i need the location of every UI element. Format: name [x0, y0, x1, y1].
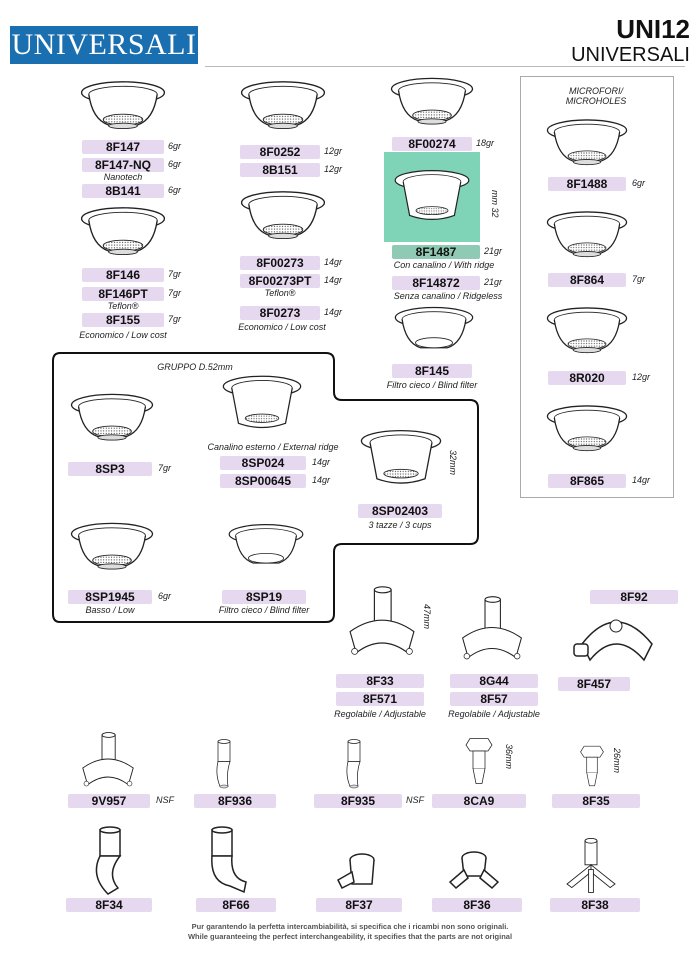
item-note: Con canalino / With ridge [393, 260, 495, 270]
basket-8f146-image [78, 204, 168, 262]
microholes-title-line2: MICROHOLES [565, 96, 627, 106]
item-weight: 14gr [324, 257, 343, 267]
basket-8sp19-image [226, 518, 306, 576]
disclaimer-english: While guaranteeing the perfect interchangeability, it specifies that the parts are not original [187, 932, 513, 941]
catalog-code: UNI12 [616, 14, 690, 44]
item-code: 8F0273 [240, 306, 320, 320]
item-code: 8B141 [82, 184, 164, 198]
item-code: 8SP00645 [220, 474, 306, 488]
spout-8f66-image [200, 826, 256, 896]
spout-8f33-image [344, 584, 420, 664]
basket-8f1487-image [392, 158, 472, 236]
item-weight: 14gr [632, 475, 651, 485]
item-weight: 14gr [324, 307, 343, 317]
item-code: 8F147 [82, 140, 164, 154]
item-code: 8F14872 [392, 276, 480, 290]
item-code: 8F145 [392, 364, 472, 378]
basket-8f145-image [392, 304, 476, 358]
item-weight: 6gr [168, 141, 182, 151]
item-code: 8F38 [550, 898, 640, 912]
item-code: 8SP1945 [68, 590, 152, 604]
item-note: Teflon® [264, 288, 296, 298]
item-weight: 21gr [484, 277, 503, 287]
catalog-subtitle: UNIVERSALI [571, 44, 690, 66]
item-code: 8R020 [548, 371, 626, 385]
item-weight: 12gr [324, 146, 343, 156]
item-weight: 18gr [476, 138, 495, 148]
item-code: 8F1488 [548, 177, 626, 191]
item-code: 8F457 [558, 677, 630, 691]
spout-8ca9-image [454, 732, 504, 790]
item-code: 8B151 [240, 163, 320, 177]
item-code: 9V957 [68, 794, 150, 808]
item-code: 8F57 [450, 692, 538, 706]
item-code: 8F1487 [392, 245, 480, 259]
item-code: 8SP3 [68, 462, 152, 476]
item-code: 8F147-NQ [82, 158, 164, 172]
dimension-label: 26mm [612, 748, 622, 774]
item-code: 8F00274 [392, 137, 472, 151]
microholes-title-line1: MICROFORI/ [569, 86, 623, 96]
item-code: 8F864 [548, 273, 626, 287]
disclaimer-italian: Pur garantendo la perfetta intercambiabilità, si specifica che i ricambi non sono originali. [191, 922, 509, 931]
basket-8r020-image [544, 304, 630, 360]
basket-8f1488-image [544, 116, 630, 172]
item-note: Basso / Low [85, 605, 135, 615]
item-weight: 12gr [632, 372, 651, 382]
item-note: Regolabile / Adjustable [448, 709, 540, 719]
item-code: 8F33 [336, 674, 424, 688]
item-note: Teflon® [107, 301, 139, 311]
basket-8f865-image [544, 402, 630, 458]
item-code: 8SP19 [222, 590, 306, 604]
spout-8f38-image [556, 836, 626, 896]
basket-8sp024-image [220, 368, 304, 440]
spout-8f37-image [334, 850, 384, 894]
item-weight: 14gr [324, 275, 343, 285]
brand-logo: UNIVERSALI [10, 26, 198, 64]
item-code: 8F00273PT [240, 274, 320, 288]
spout-8f92-image [572, 604, 658, 666]
group-title: GRUPPO D.52mm [157, 362, 233, 372]
item-code: 8CA9 [432, 794, 526, 808]
item-code: 8F146PT [82, 287, 164, 301]
item-weight: 6gr [158, 591, 172, 601]
item-code: 8F146 [82, 268, 164, 282]
dimension-label: 47mm [422, 604, 432, 630]
item-note: Filtro cieco / Blind filter [386, 380, 478, 390]
spout-9v957-image [78, 732, 138, 792]
item-code: 8SP024 [220, 456, 306, 470]
item-code: 8F865 [548, 474, 626, 488]
item-weight: 14gr [312, 475, 331, 485]
basket-8f0252-image [238, 78, 328, 136]
item-code: 8F34 [66, 898, 152, 912]
item-weight: 7gr [168, 288, 182, 298]
item-weight: 7gr [158, 463, 172, 473]
item-note: Regolabile / Adjustable [334, 709, 426, 719]
item-code: 8F92 [590, 590, 678, 604]
item-code: 8F155 [82, 313, 164, 327]
item-note: NSF [156, 795, 174, 805]
spout-8f935-image [330, 736, 380, 792]
item-code: 8F66 [196, 898, 276, 912]
item-note: NSF [406, 795, 424, 805]
basket-8f864-image [544, 208, 630, 264]
basket-8f00274-image [388, 74, 476, 132]
spout-8f36-image [446, 846, 502, 896]
item-code: 8F37 [316, 898, 402, 912]
item-note: Senza canalino / Ridgeless [393, 291, 503, 301]
basket-8f00273-image [238, 186, 328, 248]
item-code: 8G44 [450, 674, 538, 688]
dimension-label: 32mm [448, 450, 458, 476]
item-weight: 6gr [168, 185, 182, 195]
dimension-label: mm 32 [490, 190, 500, 218]
item-note: Filtro cieco / Blind filter [218, 605, 310, 615]
item-code: 8F00273 [240, 256, 320, 270]
basket-8sp1945-image [68, 520, 156, 576]
item-weight: 7gr [168, 314, 182, 324]
item-weight: 6gr [168, 159, 182, 169]
item-note: Economico / Low cost [79, 330, 167, 340]
header-rule [205, 66, 685, 67]
item-code: 8F571 [336, 692, 424, 706]
item-note: Nanotech [103, 172, 143, 182]
dimension-label: 36mm [504, 744, 514, 770]
item-weight: 14gr [312, 457, 331, 467]
item-code: 8F0252 [240, 145, 320, 159]
item-note: Economico / Low cost [238, 322, 326, 332]
item-code: 8F935 [314, 794, 402, 808]
basket-8sp3-image [68, 386, 156, 452]
spout-8f34-image [84, 826, 140, 896]
basket-8f147-image [78, 78, 168, 136]
item-code: 8F36 [432, 898, 522, 912]
spout-8f936-image [200, 736, 250, 792]
item-note: Canalino esterno / External ridge [207, 442, 339, 452]
item-weight: 7gr [632, 274, 646, 284]
item-note: 3 tazze / 3 cups [368, 520, 432, 530]
item-weight: 12gr [324, 164, 343, 174]
item-code: 8SP02403 [358, 504, 442, 518]
spout-8f35-image [570, 742, 614, 790]
item-weight: 6gr [632, 178, 646, 188]
item-code: 8F35 [552, 794, 640, 808]
basket-8sp02403-image [358, 424, 444, 494]
item-weight: 21gr [484, 246, 503, 256]
item-weight: 7gr [168, 269, 182, 279]
item-code: 8F936 [194, 794, 276, 808]
spout-8g44-image [454, 596, 530, 666]
